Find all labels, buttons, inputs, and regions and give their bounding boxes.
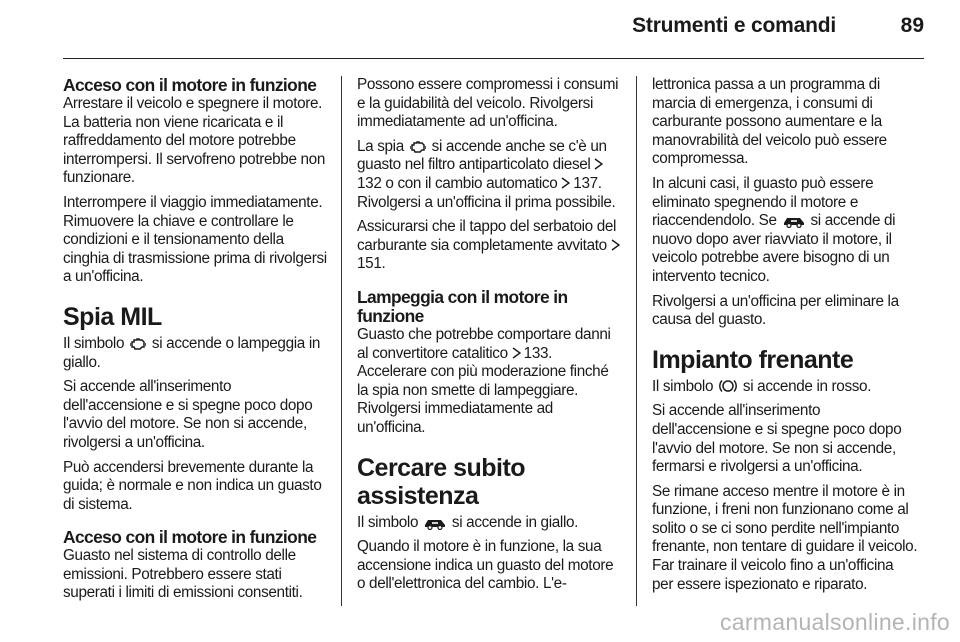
page-ref: 133 (523, 344, 549, 362)
heading-running-engine-on: Acceso con il motore in funzione (63, 527, 317, 548)
page-number: 89 (900, 14, 924, 37)
heading-flashing-engine-on: Lampeggia con il motore in funzione (357, 286, 568, 326)
heading-service-soon: Cercare subito assistenza (357, 453, 526, 510)
paragraph: Il simbolo si accende in giallo. (357, 513, 579, 531)
page-reference-arrow-icon (512, 347, 521, 359)
check-engine-icon (410, 140, 426, 154)
watermark: carmanualsonline.info (719, 609, 950, 635)
paragraph: Assicurarsi che il tappo del serbatoio del carburante sia completamente avvitato 151. (357, 218, 623, 274)
paragraph: lettronica passa a un programma di marcia di emergenza, i consumi di carburante possono aumentare e la manovrabilità del veicolo può essere compromessa. (652, 76, 887, 168)
paragraph: Guasto nel sistema di controllo delle emissioni. Potrebbero essere stati superati i limiti di emissioni consentiti. (63, 547, 303, 602)
column-divider-2 (636, 76, 637, 606)
paragraph: Se rimane acceso mentre il motore è in funzione, i freni non funzionano come al solito o se ci sono perdite nell'impianto frenante, non tentare di guidare il veicolo. Far trainare il veicolo fino a un'officina per essere ispezionato e riparato. (652, 482, 918, 593)
check-engine-icon (130, 337, 146, 351)
page-reference-arrow-icon (561, 177, 570, 189)
page-ref: 132 (357, 174, 382, 192)
paragraph: Guasto che potrebbe comportare danni al convertitore catalitico 133. Accelerare con più moderazione finché la spia non smette di lampeggiare. Rivolgersi immediatamente ad un'officina. (357, 325, 611, 436)
paragraph: Si accende all'inserimento dell'accensione e si spegne poco dopo l'avvio del motore. Se non si accende, fermarsi e rivolgersi a un'officina. (652, 402, 902, 476)
column-3 (652, 76, 918, 600)
paragraph: Arrestare il veicolo e spegnere il motore. La batteria non viene ricaricata e il raffreddamento del motore potrebbe interrompersi. Il servofreno potrebbe non funzionare. (63, 95, 325, 187)
page-ref: 151 (357, 255, 382, 273)
brake-warning-icon (719, 378, 737, 394)
paragraph: Il simbolo si accende o lampeggia in giallo. (63, 334, 321, 371)
heading-running-engine-on: Acceso con il motore in funzione (63, 75, 317, 95)
paragraph: In alcuni casi, il guasto può essere eliminato spegnendo il motore e riaccendendolo. Se si accende di nuovo dopo aver riavviato il motore, il veicolo potrebbe avere bisogno di un intervento tecnico. (652, 174, 896, 285)
service-wrench-car-icon (424, 516, 446, 530)
heading-brake-system: Impianto frenante (652, 345, 854, 374)
paragraph: Quando il motore è in funzione, la sua accensione indica un guasto del motore o dell'elettronica del cambio. L'e- (357, 538, 614, 593)
heading-mil: Spia MIL (63, 302, 162, 331)
column-1 (63, 76, 329, 609)
paragraph: Interrompere il viaggio immediatamente. Rimuovere la chiave e controllare le condizioni e il tensionamento della cinghia di trasmissione prima di rivolgersi a un'officina. (63, 193, 327, 286)
paragraph: La spia si accende anche se c'è un guasto nel filtro antiparticolato diesel 132 o con il cambio automatico 137. Rivolgersi a un'officina il prima possibile. (357, 137, 616, 211)
paragraph: Il simbolo si accende in rosso. (652, 377, 872, 395)
page-reference-arrow-icon (611, 239, 620, 251)
paragraph: Rivolgersi a un'officina per eliminare la causa del guasto. (652, 292, 899, 329)
paragraph: Si accende all'inserimento dell'accensione e si spegne poco dopo l'avvio del motore. Se non si accende, rivolgersi a un'officina. (63, 378, 313, 451)
paragraph: Può accendersi brevemente durante la guida; è normale e non indica un guasto di sistema. (63, 458, 322, 513)
running-header-title: Strumenti e comandi (632, 14, 836, 37)
page-reference-arrow-icon (594, 158, 603, 170)
paragraph: Possono essere compromessi i consumi e la guidabilità del veicolo. Rivolgersi immediatamente ad un'officina. (357, 76, 619, 131)
service-wrench-car-icon (783, 214, 805, 228)
column-divider-1 (341, 76, 342, 606)
header-rule (63, 58, 924, 59)
page-ref: 137 (573, 174, 598, 192)
column-2 (357, 76, 623, 600)
